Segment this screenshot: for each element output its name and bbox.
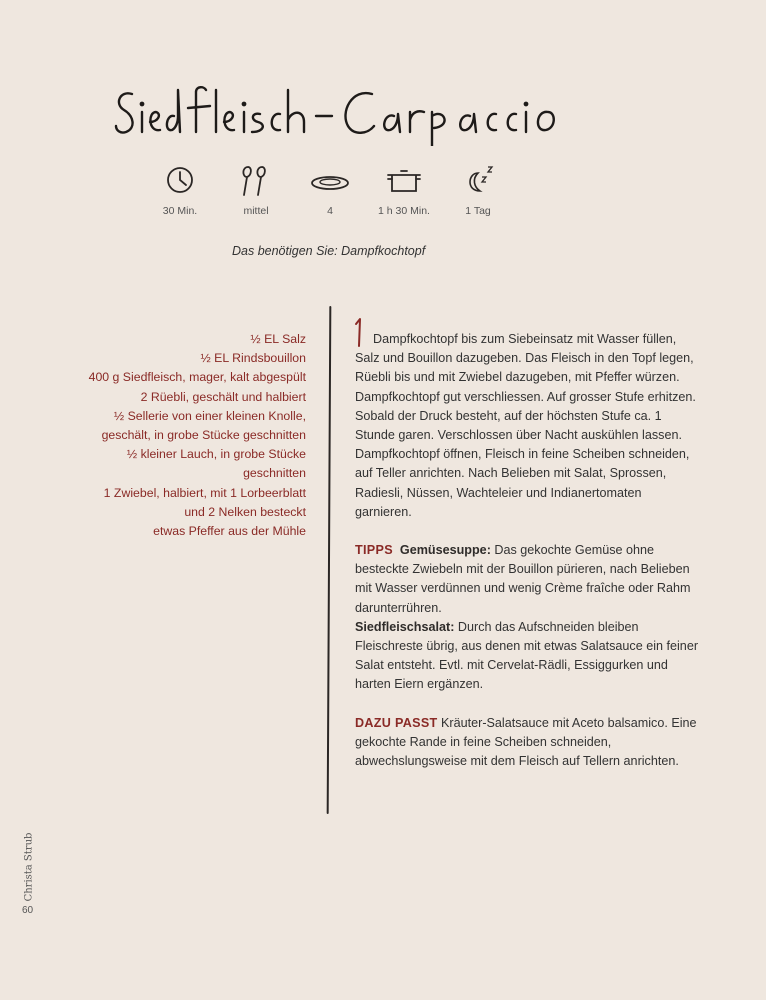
pairing-text: Kräuter-Salatsauce mit Aceto balsamico. Eine gekochte Rande in feine Scheiben schneiden, abwechslungsweise mit dem Fleisch auf Tellern anrichten. [355,715,697,769]
moon-sleep-icon [456,163,500,197]
tips-salad-text: Durch das Aufschneiden bleiben Fleischreste übrig, aus denen mit etwas Salatsauce ein feiner Salat entsteht. Evtl. mit Cervelat-Rädli, Essiggurken und harten Eiern ergänzen. [355,619,699,692]
author-credit [14,832,44,902]
tips-salad-heading: Siedfleischsalat: [355,619,455,634]
info-time [140,163,220,217]
recipe-info-bar [150,163,510,223]
ingredient-line: ½ kleiner Lauch, in grobe Stücke [126,447,306,462]
info-difficulty-label: mittel [243,205,269,217]
info-resting-time [438,163,518,217]
info-servings-label: 4 [327,205,333,217]
info-cooking-time-label: 1 h 30 Min. [378,205,430,217]
info-servings [290,163,370,217]
method-column [355,330,700,771]
step-text: Dampfkochtopf bis zum Siebeinsatz mit Wasser füllen, Salz und Bouillon dazugeben. Das Fleisch in den Topf legen, Rüebli bis und mit Zwiebel dazugeben, mit Pfeffer würzen. Dampfkochtopf gut verschliessen. Auf grosser Stufe erhitzen. Sobald der Druck besteht, auf der höchsten Stufe ca. 1 Stunde garen. Verschlossen über Nacht auskühlen lassen. [355,332,696,443]
ingredient-line: ½ Sellerie von einer kleinen Knolle, [113,408,306,423]
equipment-note: Das benötigen Sie: Dampfkochtopf [232,244,426,258]
column-divider [327,306,332,814]
author-name: Christa Strub [23,832,35,902]
clock-icon [160,163,200,197]
ingredient-line: ½ EL Rindsbouillon [200,351,306,366]
spoons-icon [236,163,276,197]
info-resting-time-label: 1 Tag [465,205,491,217]
ingredient-line: geschält, in grobe Stücke geschnitten [101,428,306,443]
pairing-tag: DAZU PASST [355,715,438,730]
step-text-continued: Dampfkochtopf öffnen, Fleisch in feine Scheiben schneiden, auf Teller anrichten. Nach Belieben mit Salat, Sprossen, Radiesli, Nüssen, Wachteleier und Indianertomaten garnieren. [355,447,690,519]
recipe-title [112,82,582,146]
page-number: 60 [22,905,34,916]
tips-tag: TIPPS [355,543,393,558]
plate-icon [308,163,352,197]
ingredient-line: etwas Pfeffer aus der Mühle [153,524,306,539]
tips-salad-paragraph [355,618,700,695]
ingredient-line: 400 g Siedfleisch, mager, kalt abgespült [88,370,306,385]
ingredient-line: ½ EL Salz [250,332,306,346]
info-time-label: 30 Min. [162,205,198,217]
tips-soup-text: Das gekochte Gemüse ohne besteckte Zwiebeln mit der Bouillon pürieren, nach Belieben mit Wasser verdünnen und wenig Crème fraîche oder Rahm darunterrühren. [355,543,691,615]
pot-icon [382,163,426,197]
ingredient-line: 1 Zwiebel, halbiert, mit 1 Lorbeerblatt [103,485,306,500]
ingredients-list [46,330,306,541]
tips-paragraph [355,541,700,618]
ingredient-line: und 2 Nelken besteckt [184,504,306,519]
tips-soup-heading: Gemüsesuppe: [399,543,491,558]
pairing-paragraph [355,714,700,772]
info-cooking-time [364,163,444,217]
ingredient-line: 2 Rüebli, geschält und halbiert [140,389,306,404]
ingredient-line: geschnitten [243,466,306,481]
info-difficulty [216,163,296,217]
